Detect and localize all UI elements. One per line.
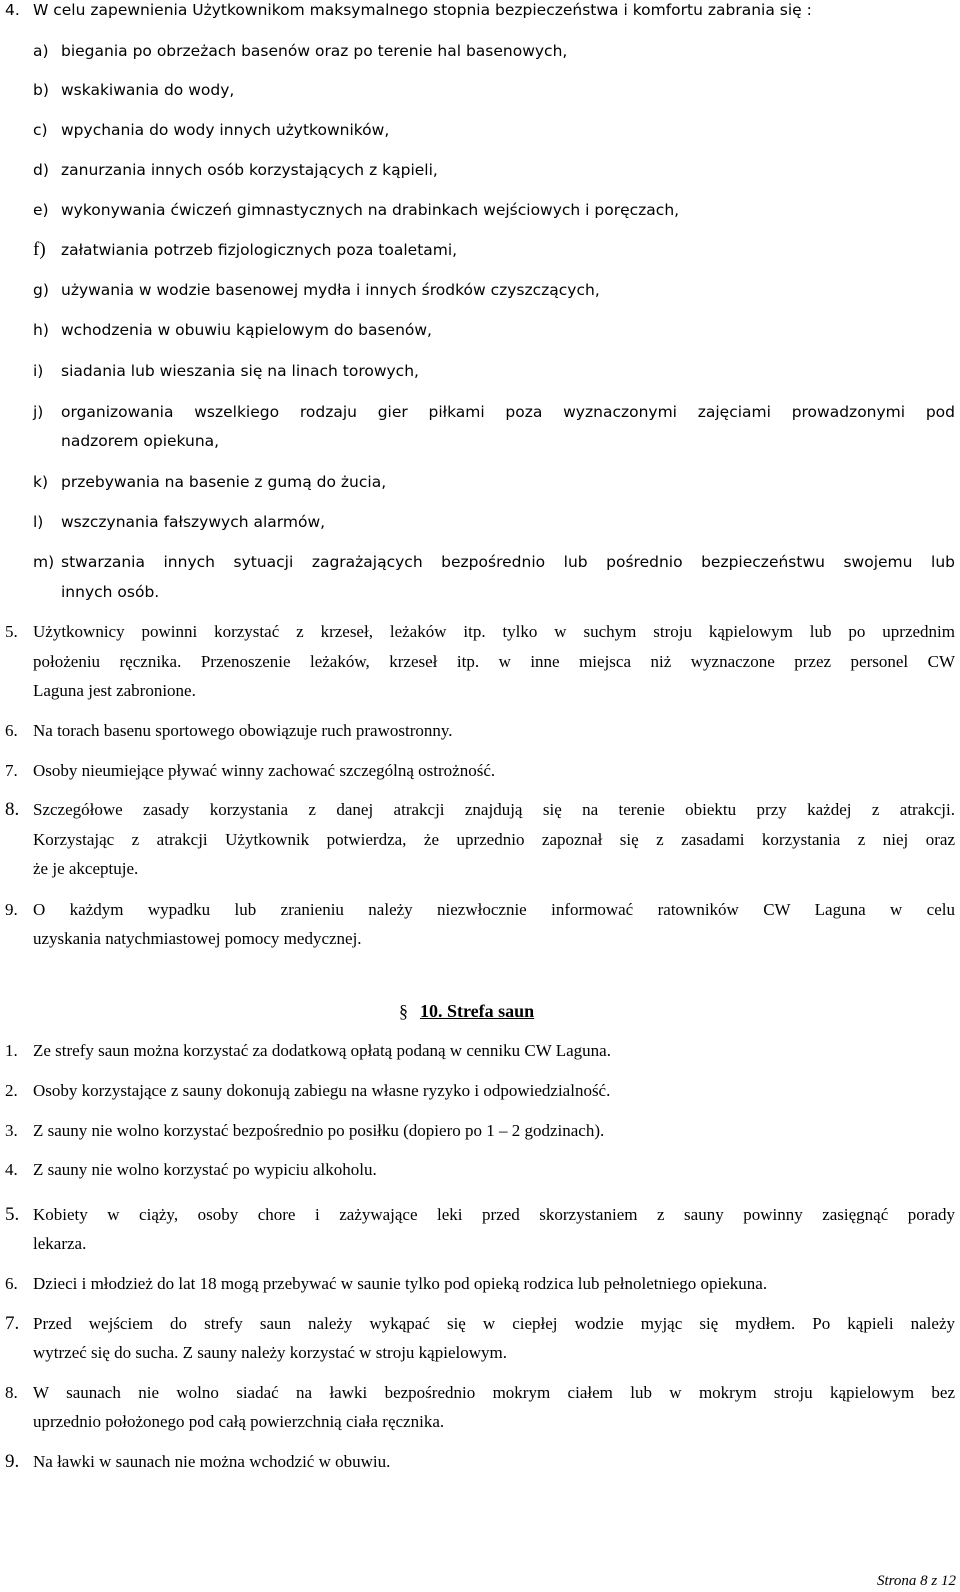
item-marker: 8. (5, 799, 20, 820)
item-text: Z sauny nie wolno korzystać bezpośrednio po posiłku (dopiero po 1 – 2 godzinach). (33, 1121, 605, 1140)
sub-item-text: innych osób. (61, 583, 160, 601)
item-text: Użytkownicy powinni korzystać z krzeseł, leżaków itp. tylko w suchym stroju kąpielowym lub po uprzednim (33, 622, 955, 641)
item-marker: 5. (5, 622, 18, 641)
sub-item-marker: i) (33, 362, 44, 380)
sub-item-text: siadania lub wieszania się na linach torowych, (61, 362, 419, 380)
section-sign-icon (398, 1001, 412, 1021)
sub-item-marker: f) (33, 239, 46, 260)
item-text: Korzystając z atrakcji Użytkownik potwierdza, że uprzednio zapoznał się z zasadami korzystania z niej oraz (33, 830, 955, 849)
item-text: Dzieci i młodzież do lat 18 mogą przebywać w saunie tylko pod opieką rodzica lub pełnoletniego opiekuna. (33, 1274, 768, 1293)
sub-item-text: wskakiwania do wody, (61, 81, 235, 99)
item-marker: 6. (5, 1274, 18, 1293)
item-text: Przed wejściem do strefy saun należy wykąpać się w ciepłej wodzie myjąc się mydłem. Po kąpieli należy (33, 1314, 955, 1333)
item-text: W celu zapewnienia Użytkownikom maksymalnego stopnia bezpieczeństwa i komfortu zabrania się : (33, 1, 812, 19)
item-marker: 9. (5, 900, 18, 919)
item-text: O każdym wypadku lub zranieniu należy niezwłocznie informować ratowników CW Laguna w celu (33, 900, 955, 919)
sub-item-text: załatwiania potrzeb fizjologicznych poza toaletami, (61, 241, 458, 259)
item-marker: 7. (5, 761, 18, 780)
sub-item-text: przebywania na basenie z gumą do żucia, (61, 473, 387, 491)
sub-item-text: wchodzenia w obuwiu kąpielowym do basenów, (61, 321, 432, 339)
sub-item-marker: j) (33, 403, 44, 421)
sub-item-text: wpychania do wody innych użytkowników, (61, 121, 390, 139)
sub-item-marker: k) (33, 473, 49, 491)
item-marker: 7. (5, 1313, 20, 1334)
sub-item-marker: e) (33, 201, 49, 219)
item-text: lekarza. (33, 1234, 87, 1253)
sub-item-marker: a) (33, 42, 49, 60)
sub-item-marker: d) (33, 161, 49, 179)
item-text: uzyskania natychmiastowej pomocy medycznej. (33, 929, 362, 948)
sub-item-marker: c) (33, 121, 48, 139)
item-text: Osoby korzystające z sauny dokonują zabiegu na własne ryzyko i odpowiedzialność. (33, 1081, 611, 1100)
item-marker: 9. (5, 1451, 20, 1472)
item-marker: 8. (5, 1383, 18, 1402)
item-marker: 3. (5, 1121, 18, 1140)
item-text: Ze strefy saun można korzystać za dodatkową opłatą podaną w cenniku CW Laguna. (33, 1041, 611, 1060)
item-marker: 4. (5, 1160, 18, 1179)
item-text: Osoby nieumiejące pływać winny zachować szczególną ostrożność. (33, 761, 496, 780)
section-title: 10. Strefa saun (420, 1001, 535, 1021)
item-text: położeniu ręcznika. Przenoszenie leżaków, krzeseł itp. w inne miejsca niż wyznaczone przez personel CW (33, 652, 955, 671)
item-marker: 4. (5, 1, 20, 19)
svg-text:§: § (399, 1001, 408, 1021)
item-marker: 5. (5, 1204, 20, 1225)
item-text: Z sauny nie wolno korzystać po wypiciu alkoholu. (33, 1160, 377, 1179)
item-text: wytrzeć się do sucha. Z sauny należy korzystać w stroju kąpielowym. (33, 1343, 507, 1362)
item-text: Laguna jest zabronione. (33, 681, 196, 700)
item-text: uprzednio położonego pod całą powierzchnią ciała ręcznika. (33, 1412, 445, 1431)
sub-item-text: stwarzania innych sytuacji zagrażających bezpośrednio lub pośrednio bezpieczeństwu swojemu lub (61, 553, 955, 571)
sub-item-text: organizowania wszelkiego rodzaju gier piłkami poza wyznaczonymi zajęciami prowadzonymi pod (61, 403, 955, 421)
item-text: że je akceptuje. (33, 859, 139, 878)
page-number: Strona 8 z 12 (876, 1573, 956, 1589)
sub-item-text: zanurzania innych osób korzystających z kąpieli, (61, 161, 438, 179)
item-marker: 1. (5, 1041, 18, 1060)
sub-item-marker: b) (33, 81, 49, 99)
sub-item-marker: h) (33, 321, 49, 339)
sub-item-marker: m) (33, 553, 55, 571)
sub-item-text: nadzorem opiekuna, (61, 432, 220, 450)
item-text: Kobiety w ciąży, osoby chore i zażywające leki przed skorzystaniem z sauny powinny zasięgnąć porady (33, 1205, 955, 1224)
sub-item-text: biegania po obrzeżach basenów oraz po terenie hal basenowych, (61, 42, 568, 60)
item-marker: 2. (5, 1081, 18, 1100)
item-text: Szczegółowe zasady korzystania z danej atrakcji znajdują się na terenie obiektu przy każdej z atrakcji. (33, 800, 955, 819)
sub-item-text: używania w wodzie basenowej mydła i innych środków czyszczących, (61, 281, 600, 299)
sub-item-text: wykonywania ćwiczeń gimnastycznych na drabinkach wejściowych i poręczach, (61, 201, 680, 219)
sub-item-text: wszczynania fałszywych alarmów, (61, 513, 326, 531)
item-marker: 6. (5, 721, 18, 740)
item-text: Na torach basenu sportowego obowiązuje ruch prawostronny. (33, 721, 453, 740)
item-text: Na ławki w saunach nie można wchodzić w obuwiu. (33, 1452, 391, 1471)
item-text: W saunach nie wolno siadać na ławki bezpośrednio mokrym ciałem lub w mokrym stroju kąpielowym bez (33, 1383, 955, 1402)
sub-item-marker: g) (33, 281, 49, 299)
sub-item-marker: l) (33, 513, 44, 531)
